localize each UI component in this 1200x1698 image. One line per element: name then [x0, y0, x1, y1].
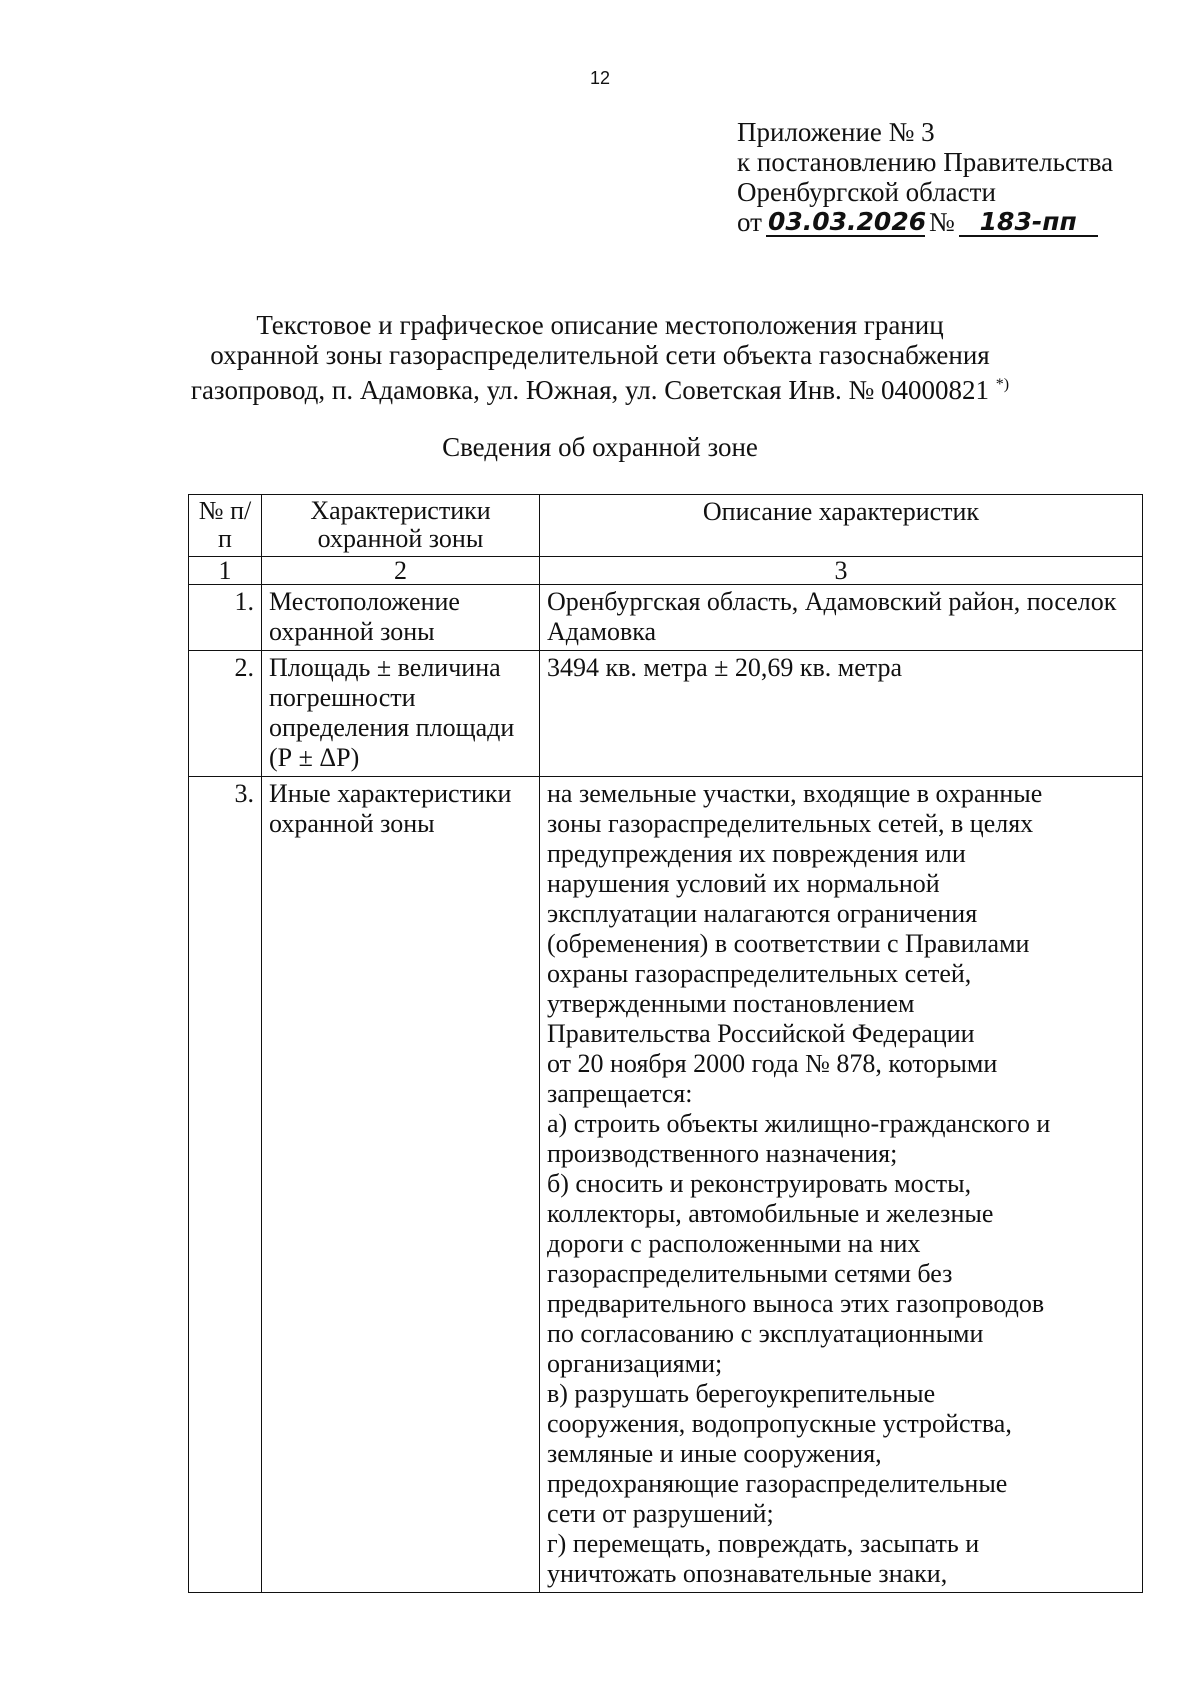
restriction-line: сооружения, водопропускные устройства,	[547, 1409, 1012, 1438]
appendix-block	[737, 117, 1113, 237]
restriction-line: (обременения) в соответствии с Правилами	[547, 929, 1030, 958]
header-cell-description: Описание характеристик	[540, 495, 1143, 557]
column-number: 3	[540, 557, 1143, 585]
appendix-line: Приложение № 3	[737, 117, 935, 147]
handwritten-number: 183-пп	[959, 209, 1098, 237]
restriction-line: дороги с расположенными на них	[547, 1229, 921, 1258]
table-header-row	[189, 495, 1143, 557]
restriction-line: по согласованию с эксплуатационными	[547, 1319, 984, 1348]
row-characteristic: Площадь ± величина погрешности определения площади (Р ± ΔР)	[262, 651, 540, 777]
header-cell-characteristics: Характеристики охранной зоны	[262, 495, 540, 557]
row-number: 2.	[189, 651, 262, 777]
restriction-line: запрещается:	[547, 1079, 693, 1108]
restriction-line: нарушения условий их нормальной	[547, 869, 940, 898]
row-number: 1.	[189, 585, 262, 651]
restriction-line: эксплуатации налагаются ограничения	[547, 899, 978, 928]
row-number: 3.	[189, 777, 262, 1593]
appendix-line: Оренбургской области	[737, 177, 996, 207]
restriction-line: уничтожать опознавательные знаки,	[547, 1559, 948, 1588]
restriction-line: на земельные участки, входящие в охранные	[547, 779, 1043, 808]
page-number: 12	[589, 68, 611, 88]
restriction-line: газораспределительными сетями без	[547, 1259, 953, 1288]
restriction-line: коллекторы, автомобильные и железные	[547, 1199, 994, 1228]
restriction-line: охраны газораспределительных сетей,	[547, 959, 972, 988]
decree-reference	[737, 207, 1113, 237]
restriction-line: утвержденными постановлением	[547, 989, 915, 1018]
number-label: №	[928, 207, 955, 237]
restriction-line: б) сносить и реконструировать мосты,	[547, 1169, 972, 1198]
column-number: 2	[262, 557, 540, 585]
row-description	[540, 777, 1143, 1593]
title-line: Текстовое и графическое описание местоположения границ	[256, 310, 944, 340]
row-characteristic: Иные характеристики охранной зоны	[262, 777, 540, 1593]
document-title	[0, 310, 1200, 405]
handwritten-date: 03.03.2026	[767, 207, 927, 236]
protection-zone-table	[188, 494, 1143, 1593]
row-description: 3494 кв. метра ± 20,69 кв. метра	[540, 651, 1143, 777]
restriction-line: в) разрушать берегоукрепительные	[547, 1379, 936, 1408]
table-row	[189, 777, 1143, 1593]
appendix-line: к постановлению Правительства	[737, 147, 1114, 177]
restriction-line: г) перемещать, повреждать, засыпать и	[547, 1529, 980, 1558]
column-number-row	[189, 557, 1143, 585]
restriction-line: а) строить объекты жилищно-гражданского и	[547, 1109, 1051, 1138]
row-characteristic: Местоположение охранной зоны	[262, 585, 540, 651]
restriction-line: предварительного выноса этих газопроводов	[547, 1289, 1045, 1318]
row-description: Оренбургская область, Адамовский район, поселок Адамовка	[540, 585, 1143, 651]
restriction-line: от 20 ноября 2000 года № 878, которыми	[547, 1049, 998, 1078]
table-row	[189, 585, 1143, 651]
from-label: от	[737, 207, 762, 237]
restriction-line: зоны газораспределительных сетей, в целях	[547, 809, 1034, 838]
restrictions-text	[547, 779, 1135, 1589]
restriction-line: предохраняющие газораспределительные	[547, 1469, 1008, 1498]
restriction-line: земляные и иные сооружения,	[547, 1439, 882, 1468]
title-line: охранной зоны газораспределительной сети объекта газоснабжения	[210, 340, 990, 370]
column-number: 1	[189, 557, 262, 585]
title-line: газопровод, п. Адамовка, ул. Южная, ул. Советская Инв. № 04000821	[190, 375, 990, 405]
table-row	[189, 651, 1143, 777]
restriction-line: производственного назначения;	[547, 1139, 898, 1168]
restriction-line: сети от разрушений;	[547, 1499, 774, 1528]
footnote-mark: *)	[995, 376, 1010, 393]
restriction-line: предупреждения их повреждения или	[547, 839, 966, 868]
header-cell-number: № п/п	[189, 495, 262, 557]
restriction-line: Правительства Российской Федерации	[547, 1019, 975, 1048]
restriction-line: организациями;	[547, 1349, 723, 1378]
section-title: Сведения об охранной зоне	[442, 432, 758, 462]
